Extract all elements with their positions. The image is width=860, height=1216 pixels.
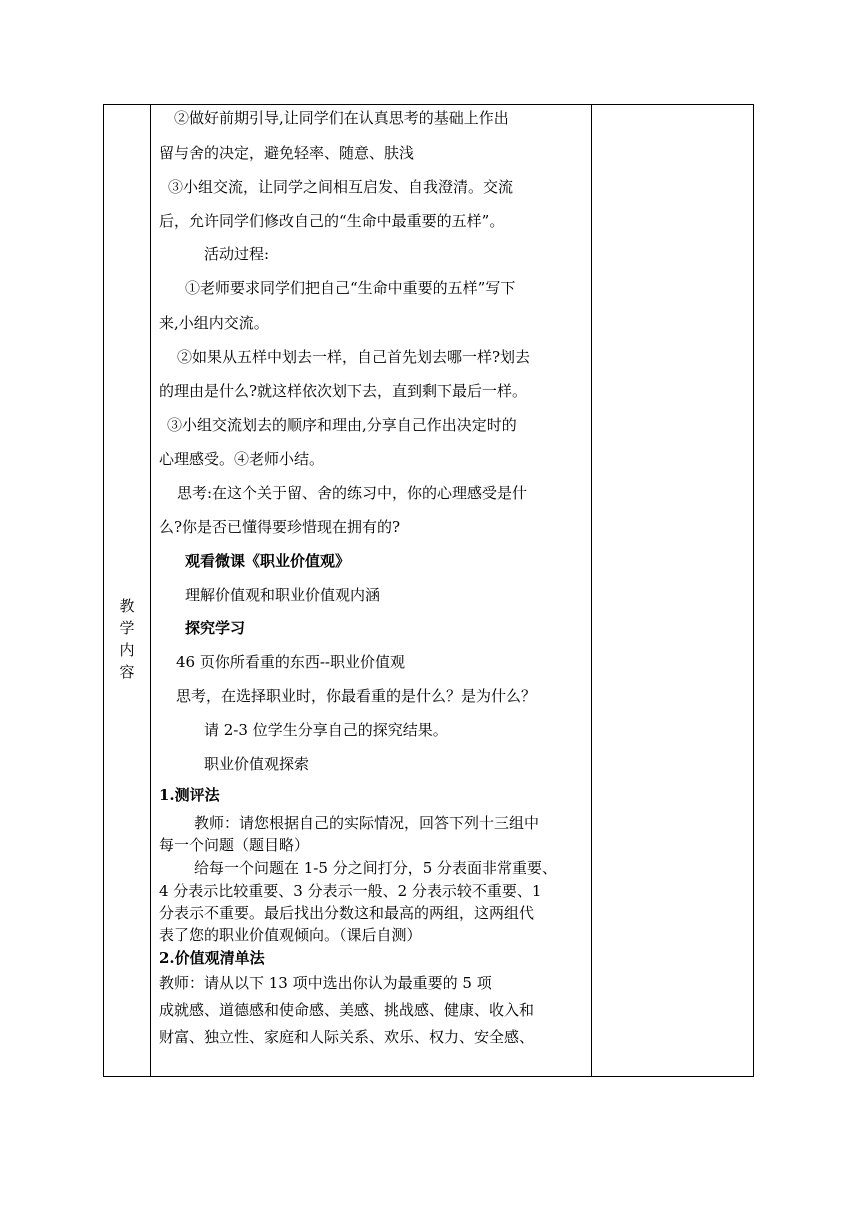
- section-label-char: 教: [119, 597, 135, 615]
- content-line: 思考，在选择职业时，你最看重的是什么？是为什么？: [176, 687, 537, 705]
- value-list-method-heading: 2.价值观清单法: [159, 949, 265, 967]
- content-line: 后，允许同学们修改自己的“生命中最重要的五样”。: [159, 212, 505, 230]
- content-line: 46 页你所看重的东西--职业价值观: [176, 653, 405, 671]
- content-line: ②做好前期引导,让同学们在认真思考的基础上作出: [174, 109, 509, 127]
- section-label: [104, 595, 150, 683]
- content-line: 理解价值观和职业价值观内涵: [185, 586, 381, 604]
- content-line: 么?你是否已懂得要珍惜现在拥有的?: [159, 518, 401, 536]
- content-line: ②如果从五样中划去一样，自己首先划去哪一样?划去: [177, 348, 531, 366]
- section-label-char: 内: [119, 641, 135, 659]
- content-line: 心理感受。④老师小结。: [159, 450, 325, 468]
- content-line: 分表示不重要。最后找出分数这和最高的两组，这两组代: [159, 904, 535, 922]
- content-line: 职业价值观探索: [204, 755, 310, 773]
- lesson-table: [103, 104, 754, 1077]
- column-divider: [591, 105, 592, 1076]
- content-line: 每一个问题（题目略）: [159, 836, 310, 854]
- content-line: 请 2-3 位学生分享自己的探究结果。: [204, 721, 448, 739]
- inquiry-heading: 探究学习: [185, 619, 246, 637]
- content-line: 财富、独立性、家庭和人际关系、欢乐、权力、安全感、: [159, 1028, 535, 1046]
- content-line: ③小组交流划去的顺序和理由,分享自己作出决定时的: [167, 416, 517, 434]
- content-line: 的理由是什么?就这样依次划下去，直到剩下最后一样。: [159, 382, 528, 400]
- content-line: 教师：请您根据自己的实际情况，回答下列十三组中: [194, 814, 540, 832]
- micro-lesson-heading: 观看微课《职业价值观》: [185, 552, 351, 570]
- content-line: 4 分表示比较重要、3 分表示一般、2 分表示较不重要、1: [159, 882, 542, 900]
- section-label-char: 学: [119, 619, 135, 637]
- content-line: 教师：请从以下 13 项中选出你认为最重要的 5 项: [159, 974, 492, 992]
- section-label-char: 容: [119, 663, 135, 681]
- activity-process-heading: 活动过程:: [204, 245, 270, 263]
- content-line: ③小组交流，让同学之间相互启发、自我澄清。交流: [168, 178, 514, 196]
- content-line: 来,小组内交流。: [159, 314, 269, 332]
- content-line: 成就感、道德感和使命感、美感、挑战感、健康、收入和: [159, 1001, 535, 1019]
- content-line: ①老师要求同学们把自己“生命中重要的五样”写下: [185, 279, 516, 297]
- assessment-method-heading: 1.测评法: [159, 786, 220, 804]
- content-line: 给每一个问题在 1-5 分之间打分，5 分表面非常重要、: [194, 859, 558, 877]
- content-line: 留与舍的决定，避免轻率、随意、肤浅: [159, 144, 415, 162]
- column-divider: [150, 105, 151, 1076]
- content-line: 表了您的职业价值观倾向。（课后自测）: [159, 926, 422, 944]
- content-line: 思考:在这个关于留、舍的练习中，你的心理感受是什: [177, 484, 528, 502]
